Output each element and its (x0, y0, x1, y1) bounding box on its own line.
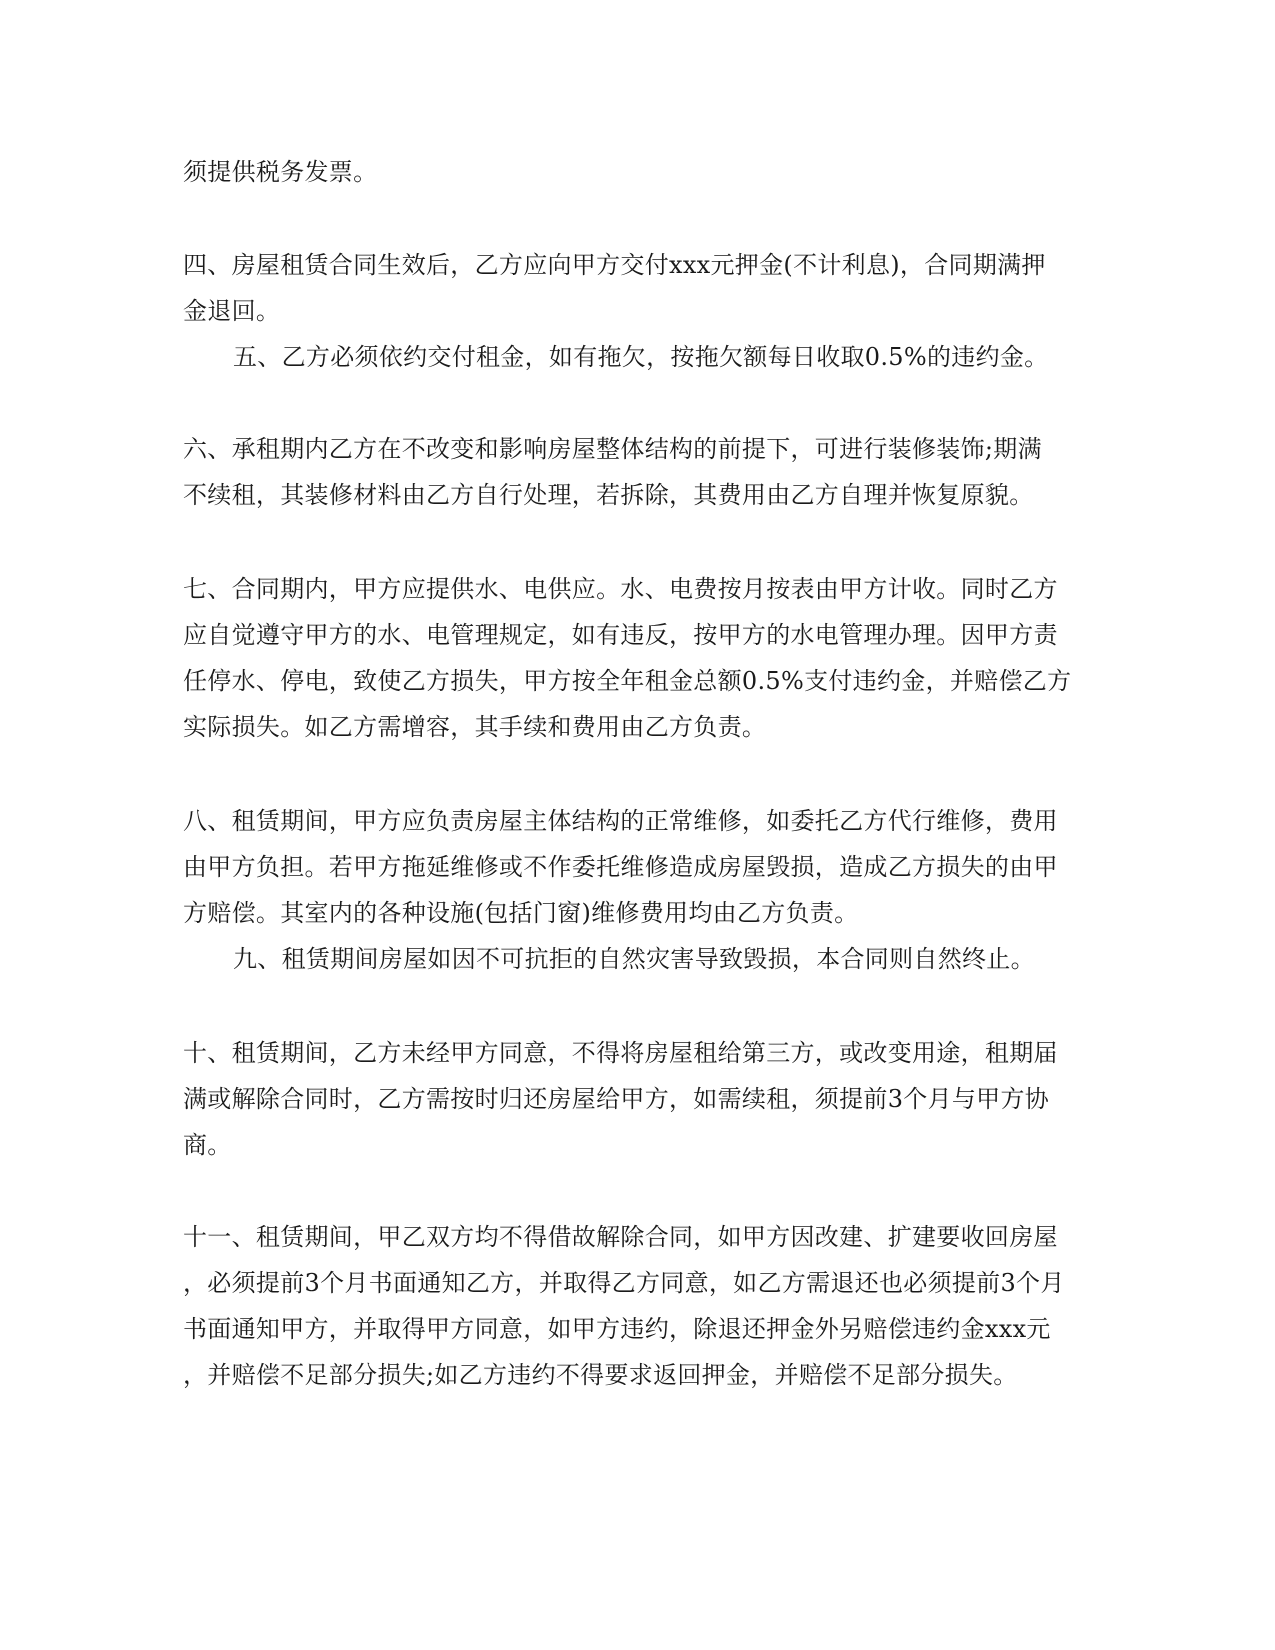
paragraph-clause-4 (183, 242, 1083, 334)
paragraph-clause-6 (183, 426, 1083, 518)
text-line: 由甲方负担。若甲方拖延维修或不作委托维修造成房屋毁损，造成乙方损失的由甲 (183, 853, 1058, 881)
text-line: 金退回。 (183, 297, 281, 325)
text-line: 六、承租期内乙方在不改变和影响房屋整体结构的前提下，可进行装修装饰;期满 (183, 435, 1042, 463)
text-line: 五、乙方必须依约交付租金，如有拖欠，按拖欠额每日收取0.5%的违约金。 (233, 343, 1049, 371)
paragraph-clause-8 (183, 798, 1083, 936)
text-line: 满或解除合同时，乙方需按时归还房屋给甲方，如需续租，须提前3个月与甲方协 (183, 1085, 1050, 1113)
text-line: 任停水、停电，致使乙方损失，甲方按全年租金总额0.5%支付违约金，并赔偿乙方 (183, 667, 1072, 695)
text-line: 十一、租赁期间，甲乙双方均不得借故解除合同，如甲方因改建、扩建要收回房屋 (183, 1223, 1058, 1251)
text-line: ，并赔偿不足部分损失;如乙方违约不得要求返回押金，并赔偿不足部分损失。 (183, 1361, 1018, 1389)
text-line: 不续租，其装修材料由乙方自行处理，若拆除，其费用由乙方自理并恢复原貌。 (183, 481, 1034, 509)
paragraph-clause-5 (233, 334, 1133, 380)
text-line: 须提供税务发票。 (183, 158, 378, 186)
paragraph-clause-9 (233, 936, 1133, 982)
paragraph-clause-7 (183, 566, 1083, 750)
text-line: 商。 (183, 1131, 232, 1159)
text-line: 方赔偿。其室内的各种设施(包括门窗)维修费用均由乙方负责。 (183, 899, 859, 927)
paragraph-clause-10 (183, 1030, 1083, 1168)
text-line: 应自觉遵守甲方的水、电管理规定，如有违反，按甲方的水电管理办理。因甲方责 (183, 621, 1058, 649)
text-line: 书面通知甲方，并取得甲方同意，如甲方违约，除退还押金外另赔偿违约金xxx元 (183, 1315, 1051, 1343)
text-line: 七、合同期内，甲方应提供水、电供应。水、电费按月按表由甲方计收。同时乙方 (183, 575, 1058, 603)
text-line: 四、房屋租赁合同生效后，乙方应向甲方交付xxx元押金(不计利息)，合同期满押 (183, 251, 1046, 279)
paragraph-tax-invoice (183, 149, 1083, 195)
text-line: 实际损失。如乙方需增容，其手续和费用由乙方负责。 (183, 713, 767, 741)
text-line: 八、租赁期间，甲方应负责房屋主体结构的正常维修，如委托乙方代行维修，费用 (183, 807, 1058, 835)
paragraph-clause-11 (183, 1214, 1083, 1398)
text-line: 九、租赁期间房屋如因不可抗拒的自然灾害导致毁损，本合同则自然终止。 (233, 945, 1035, 973)
text-line: 十、租赁期间，乙方未经甲方同意，不得将房屋租给第三方，或改变用途，租期届 (183, 1039, 1058, 1067)
text-line: ，必须提前3个月书面通知乙方，并取得乙方同意，如乙方需退还也必须提前3个月 (183, 1269, 1065, 1297)
